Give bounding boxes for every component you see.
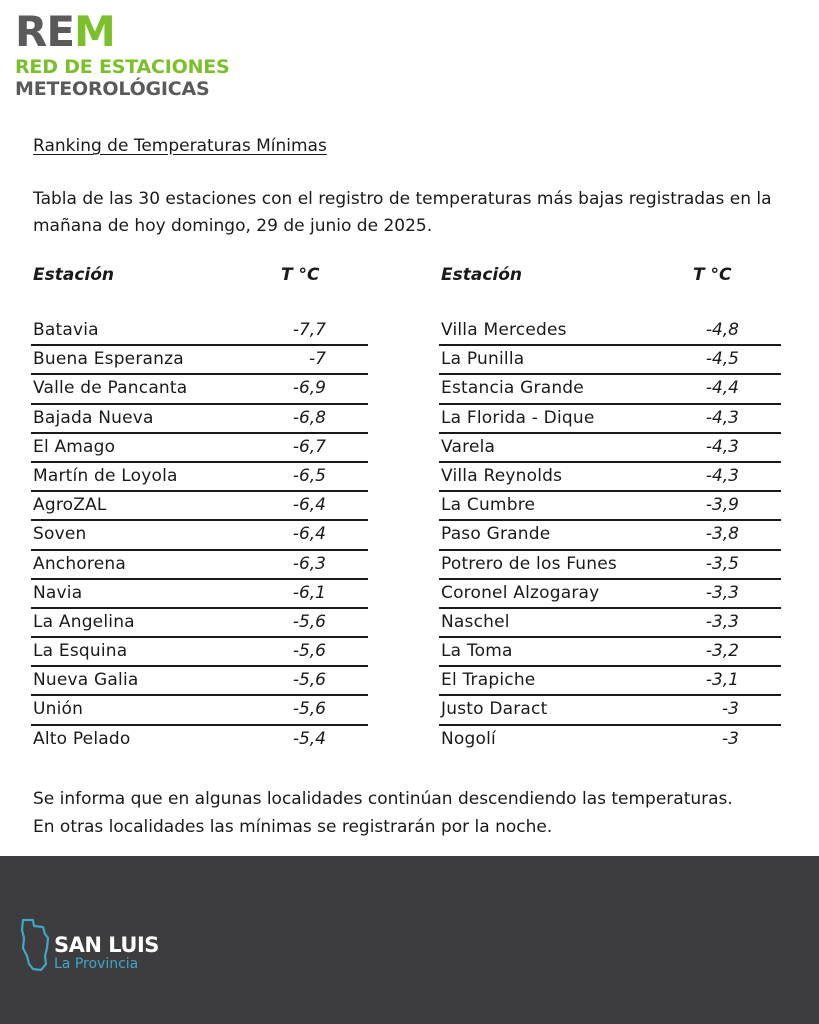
table-row [439,609,781,638]
table-row [31,405,368,434]
rem-logo-line2: METEOROLÓGICAS [15,78,210,100]
station-name: Villa Reynolds [441,465,563,486]
station-column-header: Estación [33,265,115,285]
temperature-value: -5,6 [292,641,326,662]
rem-logo-re: RE [15,7,75,56]
station-column-header: Estación [441,265,523,285]
temperature-value: -6,4 [292,524,326,545]
table-row [439,521,781,550]
table-row [31,726,368,755]
station-name: La Toma [441,641,513,662]
station-name: Coronel Alzogaray [441,582,600,603]
temperature-value: -5,6 [292,611,326,632]
temperature-value: -3 [722,728,739,749]
station-name: Nueva Galia [33,670,139,691]
temperature-value: -7,7 [292,320,326,340]
table-body [439,317,781,755]
province-map-icon [19,918,51,972]
table-row [31,521,368,550]
san-luis-brand-subtitle: La Provincia [54,956,139,972]
table-row [439,317,781,346]
station-name: Bajada Nueva [33,407,154,428]
station-name: La Esquina [33,641,128,662]
table-row [439,463,781,492]
table-row [439,580,781,609]
temperature-value: -4,4 [705,378,739,399]
temperature-value: -3,1 [705,670,739,691]
temperature-value: -4,5 [705,349,739,370]
station-name: Potrero de los Funes [441,553,617,574]
station-name: Naschel [441,611,510,632]
temp-column-header: T °C [693,265,732,285]
table-row [439,346,781,375]
temperature-value: -4,8 [705,320,739,340]
temperature-value: -6,8 [292,407,326,428]
table-body [31,317,368,755]
station-name: Varela [441,436,496,457]
footer-bar [0,856,819,1024]
table-row [31,463,368,492]
station-name: Villa Mercedes [441,320,567,340]
temperature-value: -5,6 [292,670,326,691]
table-row [439,696,781,725]
table-row [31,317,368,346]
table-row [439,551,781,580]
station-name: AgroZAL [33,495,107,516]
intro-paragraph: Tabla de las 30 estaciones con el registro de temperaturas más bajas registradas en la mañana de hoy domingo, 29 de junio de 2025. [33,189,772,236]
temperature-value: -5,6 [292,699,326,720]
station-name: Unión [33,699,84,720]
temperature-value: -3,2 [705,641,739,662]
temperature-value: -7 [309,349,326,370]
temperature-value: -4,3 [705,465,739,486]
temperature-value: -3,3 [705,582,739,603]
station-name: El Amago [33,436,116,457]
temperature-value: -6,5 [292,465,326,486]
station-name: La Cumbre [441,495,536,516]
table-row [439,726,781,755]
table-row [31,696,368,725]
station-name: El Trapiche [441,670,536,691]
temperature-value: -3,5 [705,553,739,574]
page-title: Ranking de Temperaturas Mínimas [33,136,327,156]
table-row [31,375,368,404]
station-name: Valle de Pancanta [33,378,188,399]
table-row [439,434,781,463]
temperature-value: -6,1 [292,582,326,603]
station-name: La Punilla [441,349,525,370]
table-row [31,609,368,638]
station-name: La Angelina [33,611,135,632]
table-row [439,405,781,434]
table-row [439,492,781,521]
temperature-value: -3 [722,699,739,720]
table-row [31,346,368,375]
footer-note-line1: Se informa que en algunas localidades continúan descendiendo las temperaturas. [33,789,733,809]
station-name: Navia [33,582,83,603]
ranking-table-left [31,265,368,749]
ranking-table-right [439,265,781,749]
temperature-value: -3,3 [705,611,739,632]
temperature-value: -6,7 [292,436,326,457]
temperature-value: -6,3 [292,553,326,574]
temperature-value: -3,9 [705,495,739,516]
station-name: La Florida - Dique [441,407,595,428]
station-name: Soven [33,524,87,545]
temperature-value: -5,4 [292,728,326,749]
station-name: Anchorena [33,553,126,574]
table-row [31,667,368,696]
table-row [31,492,368,521]
footer-note [33,785,803,841]
table-row [31,638,368,667]
temperature-value: -6,9 [292,378,326,399]
station-name: Paso Grande [441,524,551,545]
rem-logo [15,7,230,100]
table-row [31,434,368,463]
station-name: Buena Esperanza [33,349,184,370]
footer-note-line2: En otras localidades las mínimas se registrarán por la noche. [33,817,553,837]
temperature-value: -4,3 [705,436,739,457]
rem-logo-wordmark [15,7,230,56]
temperature-value: -6,4 [292,495,326,516]
station-name: Alto Pelado [33,728,131,749]
station-name: Justo Daract [441,699,548,720]
san-luis-brand-name: SAN LUIS [54,933,159,957]
table-row [439,638,781,667]
station-name: Estancia Grande [441,378,584,399]
station-name: Nogolí [441,728,496,749]
temperature-value: -3,8 [705,524,739,545]
temp-column-header: T °C [281,265,320,285]
table-row [31,551,368,580]
table-row [439,375,781,404]
rem-logo-line1: RED DE ESTACIONES [15,56,230,78]
temperature-value: -4,3 [705,407,739,428]
station-name: Martín de Loyola [33,465,178,486]
station-name: Batavia [33,320,99,340]
table-row [31,580,368,609]
table-row [439,667,781,696]
rem-logo-m: M [74,7,115,56]
table-header [439,265,781,295]
table-header [31,265,368,295]
